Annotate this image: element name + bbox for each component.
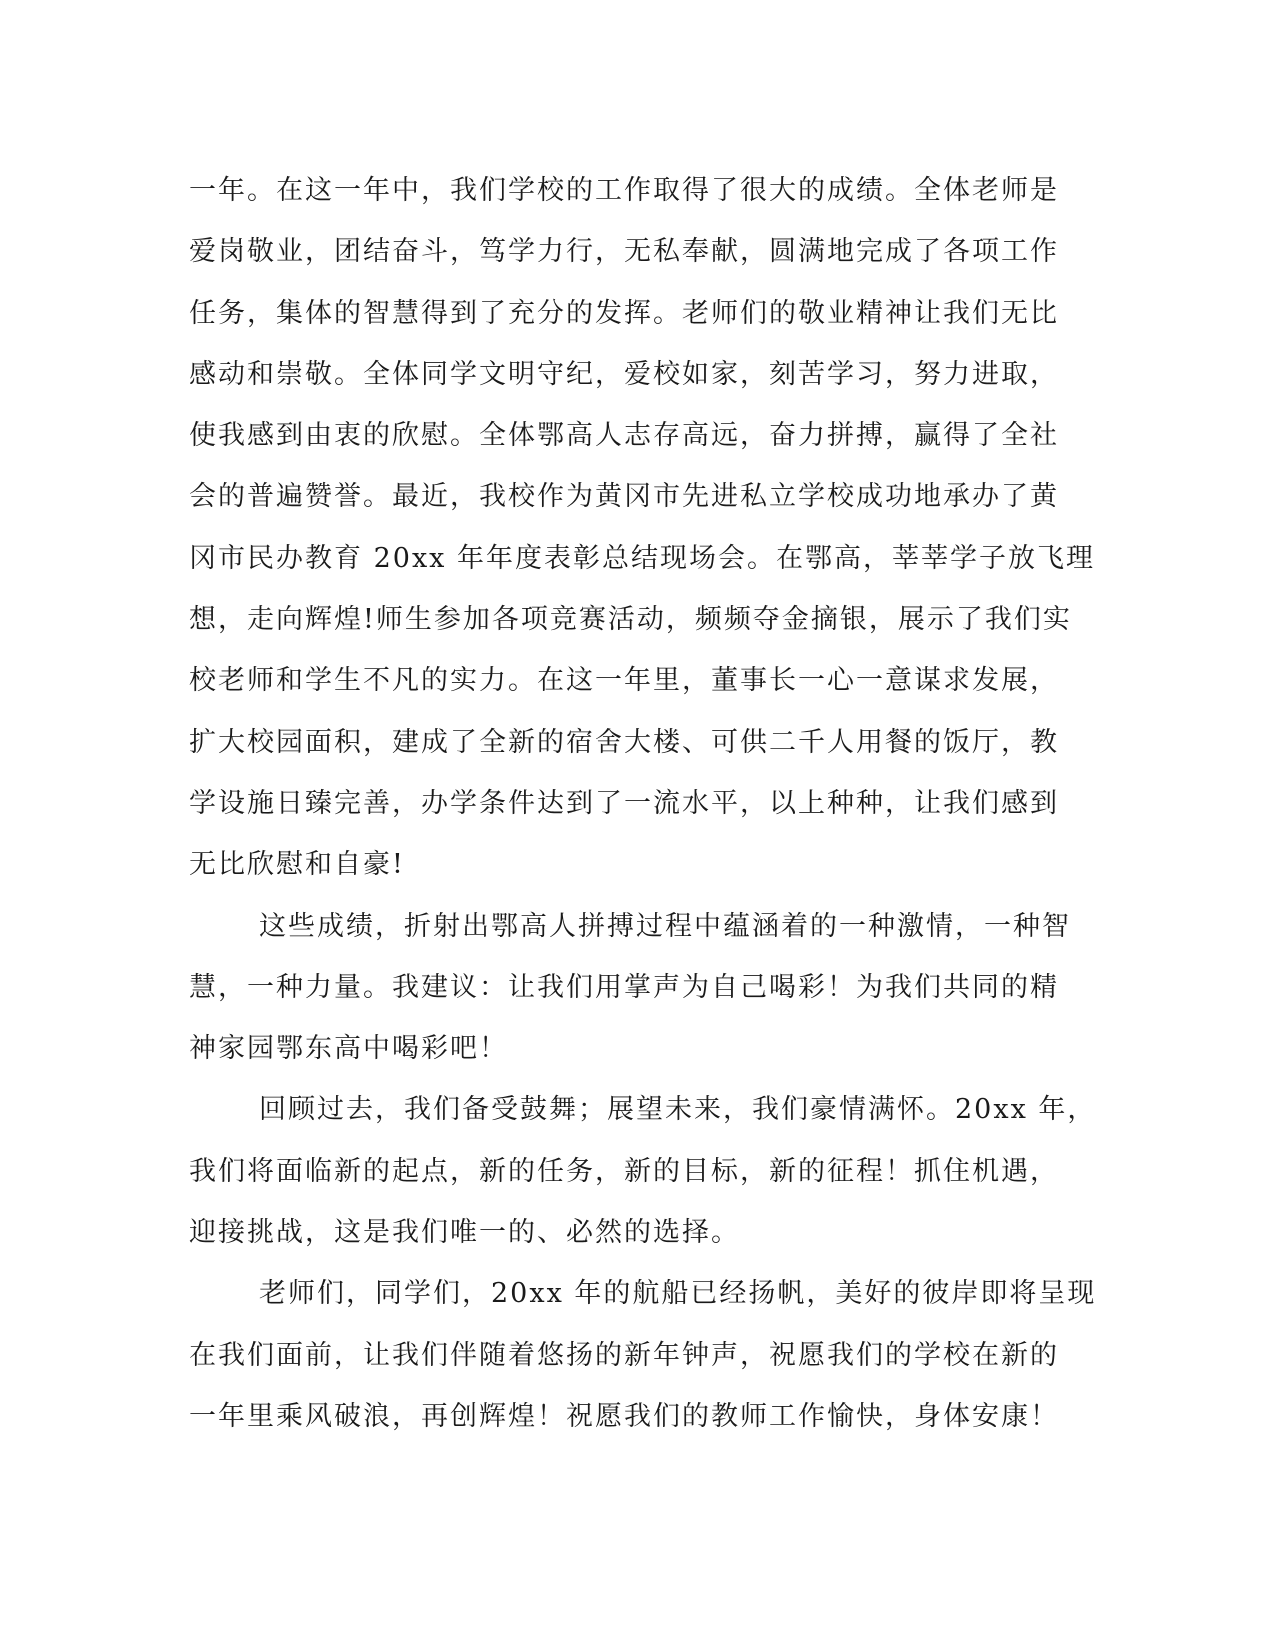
text-line: 迎接挑战，这是我们唯一的、必然的选择。 <box>189 1217 740 1249</box>
text-line: 爱岗敬业，团结奋斗，笃学力行，无私奉献，圆满地完成了各项工作 <box>189 236 1059 268</box>
paragraph-start-line: 这些成绩，折射出鄂高人拼搏过程中蕴涵着的一种激情，一种智 <box>259 910 1071 942</box>
text-line: 无比欣慰和自豪! <box>189 849 405 881</box>
text-line: 会的普遍赞誉。最近，我校作为黄冈市先进私立学校成功地承办了黄 <box>189 481 1059 513</box>
text-line: 扩大校园面积，建成了全新的宿舍大楼、可供二千人用餐的饭厅，教 <box>189 726 1059 758</box>
text-line: 感动和崇敬。全体同学文明守纪，爱校如家，刻苦学习，努力进取， <box>189 358 1059 390</box>
text-line: 冈市民办教育 20xx 年年度表彰总结现场会。在鄂高，莘莘学子放飞理 <box>189 542 1095 574</box>
paragraph-start-line: 回顾过去，我们备受鼓舞；展望未来，我们豪情满怀。20xx 年， <box>259 1094 1097 1126</box>
text-line: 任务，集体的智慧得到了充分的发挥。老师们的敬业精神让我们无比 <box>189 297 1059 329</box>
text-line: 在我们面前，让我们伴随着悠扬的新年钟声，祝愿我们的学校在新的 <box>189 1339 1059 1371</box>
text-line: 神家园鄂东高中喝彩吧！ <box>189 1033 508 1065</box>
paragraph-start-line: 老师们，同学们，20xx 年的航船已经扬帆，美好的彼岸即将呈现 <box>259 1278 1097 1310</box>
text-line: 想，走向辉煌!师生参加各项竞赛活动，频频夺金摘银，展示了我们实 <box>189 604 1072 636</box>
text-line: 校老师和学生不凡的实力。在这一年里，董事长一心一意谋求发展， <box>189 665 1059 697</box>
text-line: 慧，一种力量。我建议：让我们用掌声为自己喝彩！为我们共同的精 <box>189 971 1059 1003</box>
text-line: 学设施日臻完善，办学条件达到了一流水平，以上种种，让我们感到 <box>189 787 1059 819</box>
text-line: 一年。在这一年中，我们学校的工作取得了很大的成绩。全体老师是 <box>189 175 1059 206</box>
body-text <box>189 160 1097 1447</box>
text-line: 我们将面临新的起点，新的任务，新的目标，新的征程！抓住机遇， <box>189 1155 1059 1187</box>
text-line: 一年里乘风破浪，再创辉煌！祝愿我们的教师工作愉快，身体安康！ <box>189 1400 1059 1432</box>
text-line: 使我感到由衷的欣慰。全体鄂高人志存高远，奋力拼搏，赢得了全社 <box>189 420 1059 452</box>
